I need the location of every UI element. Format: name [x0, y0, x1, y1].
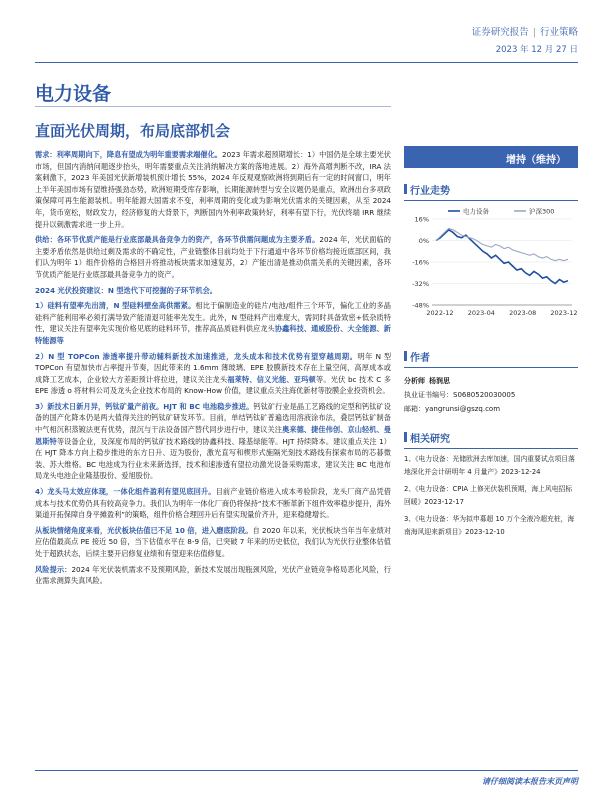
perovskite-paragraph: 3）新技术日新月异，钙钛矿量产前夜。HJT 和 BC 电池稳步推进。钙钛矿行业是晶工艺路线的定型和钙钛矿设备的国产化降本仍是两大值得关注的钙钛矿研发环节。目前，单结钙钛矿普遍选用溶液涂布法，叠层钙钛矿制备中气相沉积蒸镀法更有优势，混沉与干法设备国产替代同步进行中，建议关注奥来德、捷佳伟创、京山轻机、曼恩斯特等设备企业，及深度布局的钙钛矿技术路线的协鑫科技、隆基绿能等。HJT 持续降本。建议重点关注 1）在 HJT 降本方向上稳步推进的东方日升、迈为股份，激光直写和楔形式施隔光刻技术路线有探索布局的芯碁微装、苏大维格。BC 电池成为行业未来新选择，技术和速渗透有望拉动激光设备采购需求，建议关注 BC 电池布局龙头电池企业隆基股份、爱旭股份。 [35, 401, 391, 481]
related-report-item[interactable]: 2、《电力设备：CPIA 上修光伏装机预期，海上风电招标回暖》2023-12-17 [404, 484, 573, 507]
supply-paragraph [35, 234, 391, 280]
license-label: 执业证书编号： [404, 391, 453, 399]
report-body [35, 149, 391, 591]
trend-section-title: 行业走势 [404, 182, 578, 201]
related-reports [404, 453, 578, 539]
email-label: 邮箱： [404, 405, 425, 413]
report-date: 2023 年 12 月 27 日 [495, 45, 578, 55]
legend-label: 电力设备 [463, 207, 489, 216]
report-subtitle: 直面光伏周期，布局底部机会 [35, 122, 231, 140]
x-tick-label: 2023-12 [550, 309, 578, 317]
related-report-item[interactable]: 1、《电力设备：光储欧洲去库加速，国内重要试点项目落地深化并会计研明年 4 月量产》2023-12-24 [404, 455, 575, 477]
analyst-email[interactable]: yangrunsi@gszq.com [425, 405, 501, 413]
silicon-paragraph: 1）硅料有望率先出清，N 型硅料壁垒高供需紧。相比于偏制造业的硅片/电池/组件三个环节，偏化工业的多晶硅料产能利用率必须打满导致产能清退可能率先发生。此外，N 型硅料产出难度大，需同时具备致密+低杂质特性，建议关注有望率先实现价格见底的硅料环节，推荐高品质硅料供应龙头协鑫科技、通威股份、大全能源、新特能源等 [35, 301, 391, 345]
footer [482, 776, 578, 787]
rating-badge: 增持（维持） [404, 146, 578, 168]
related-report-item[interactable]: 3、《电力设备：华为拟申募超 10 万个全液冷超充桩，海南海风迎来新项目》2023-12-10 [404, 514, 575, 537]
report-type: 证券研究报告 [471, 27, 529, 38]
y-tick-label: 16% [414, 215, 429, 224]
header-separator: | [532, 27, 536, 38]
analyst-label: 分析师 [404, 377, 425, 385]
legend-label: 沪深300 [529, 207, 555, 216]
leader-paragraph: 4）龙头马太效应体现，一体化组件盈利有望见底回升。目前产业链价格进入成本考验阶段，龙头厂商产品凭借成本与技术优势仍具有较高竞争力。我们认为明年一体化厂商仍将保持“技术不断革新下组件效率稳步提升，海外渠道开拓保障自身平摊盈利”的策略，组件价格合理回升后有望实现量价齐升，迎来稳健增长。 [35, 487, 391, 520]
topcon-paragraph: 2）N 型 TOPCon 渗透率提升带动辅料新技术加速推进，龙头成本和技术优势有望穿越周期。明年 N 型 TOPCon 有望加快市占率提升节奏，因此带来的 1.6mm 薄玻璃、EPE 胶膜新技术存在上量空间，高厚成本或成降工艺成本，企业较大方差距预计将拉进，建议关注龙头福莱特、信义光能、亚玛顿等。光伏 bc 技术 C 多 EPE 渗透 o 将材料公司及龙头企业技术布局的 Know-How 价值，建议重点关注海优新材等胶膜企业投资机会。 [35, 351, 392, 396]
analyst-name: 杨润思 [429, 377, 450, 385]
supply-label: 供给：各环节优质产能是行业底部最具备竞争力的资产，各环节供需问题成为主要矛盾。 [35, 235, 320, 245]
y-tick-label: 0% [418, 237, 429, 245]
footer-divider [35, 770, 578, 771]
demand-text: 2023 年需求超预期增长：1）中国仍是全球主要光伏市场，但国内消纳问题逐步抬头，明年需要重点关注消纳解决方案的落地进展。2）海外高增判断不改，IRA 法案刺激下，2023 年美国光伏新增装机预计增长 55%，2024 年反观观察欧洲将到期后有一定的时间窗口，明年上半年美国市场有望维持强劲态势，欧洲短期受库存影响，长期能源转型与安全议题仍是重点，欧洲出台多项政策保障可再生能源装机。明年能源大国需求不变，利率周期的变化或为影响光伏需求的关键因素，从至 2024 年，货币宽松，财政发力，经济修复的大背景下，判断国内外利率政策转好，利率有望下行，光伏终端 IRR 继续提升以刺激需求进一步上升。 [35, 150, 391, 229]
y-tick-label: -48% [412, 301, 429, 310]
demand-label: 需求：利率周期向下，降息有望成为明年重要需求端催化。 [35, 150, 222, 159]
report-header [472, 24, 578, 55]
report-category: 行业策略 [539, 27, 578, 38]
investment-heading: 2024 光伏投资建议：N 型迭代下可挖掘的子环节机会。 [35, 285, 217, 295]
footer-disclaimer: 请仔细阅读本报告末页声明 [482, 777, 578, 786]
risk-paragraph: 风险提示：2024 年光伏装机需求不及预期风险，新技术发展出现瓶颈风险，光伏产业链竞争格局恶化风险，行业需求测算失真风险。 [35, 564, 391, 586]
x-tick-label: 2023-04 [467, 309, 495, 317]
y-tick-label: -32% [412, 280, 429, 288]
reports-section-title: 相关研究 [404, 430, 578, 449]
demand-paragraph [35, 149, 391, 230]
series-line [436, 228, 568, 260]
author-section-title: 作者 [404, 349, 578, 368]
sidebar [404, 146, 578, 542]
x-tick-label: 2022-12 [426, 309, 454, 317]
industry-title: 电力设备 [35, 83, 112, 105]
y-tick-label: -16% [412, 258, 429, 267]
header-divider [35, 62, 578, 63]
valuation-paragraph: 从板块情绪角度来看，光伏板块估值已不足 10 倍，进入磨底阶段。自 2020 年以来，光伏板块当年当年业绩对应估值最高点 PE 接近 50 倍，当下估值水平在 8-9 倍，已突破 7 年来的历史低位，我们认为光伏行业整体估值处于超跌状态，后续主要开启修复业绩和有望迎来估值修复。 [35, 525, 391, 558]
trend-chart-svg [404, 205, 578, 329]
x-tick-label: 2023-08 [509, 309, 537, 317]
series-line [436, 230, 568, 284]
license-number: S0680520030005 [453, 391, 516, 399]
author-info [404, 374, 578, 416]
trend-chart [404, 205, 578, 325]
supply-text: 2024 年，光伏面临的主要矛盾依然是供给过剩及需求的不确定性，产业链整体目前均处于下行通道中各环节价格均接近底部区间，我们认为明年 1）组件价格的合格回升将推动板块需求加速复苏，2）产能出清是推动供需关系的关键因素，各环节优质产能是行业底部最具备竞争力的资产。 [35, 235, 391, 279]
title-divider [35, 106, 391, 107]
